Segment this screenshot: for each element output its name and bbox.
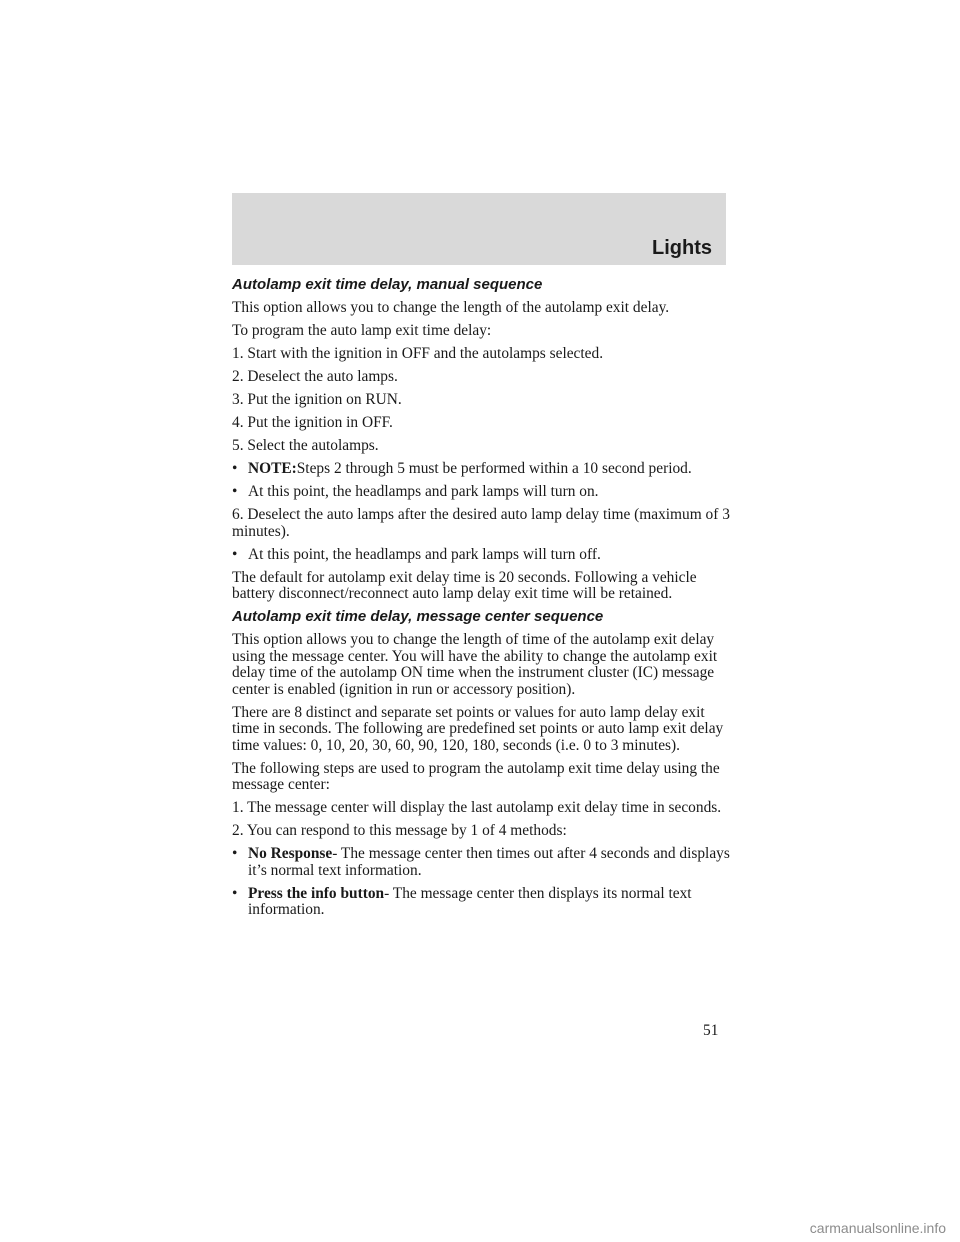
bullet-lamps-off-text: At this point, the headlamps and park lamps will turn off.	[248, 545, 601, 563]
mc-step-2: 2. You can respond to this message by 1 of 4 methods:	[232, 822, 567, 839]
no-response-text: - The message center then times out after 4 seconds and displays it’s normal text information.	[248, 845, 730, 879]
info-button-text: - The message center then displays its normal text information.	[248, 884, 692, 918]
paragraph-steps-intro: The following steps are used to program the autolamp exit time delay using the message center:	[232, 759, 720, 793]
paragraph-default: The default for autolamp exit delay time is 20 seconds. Following a vehicle battery disconnect/reconnect auto lamp delay exit time will be retained.	[232, 568, 697, 602]
section-title: Lights	[652, 237, 712, 259]
watermark: carmanualsonline.info	[809, 1220, 946, 1236]
step-2: 2. Deselect the auto lamps.	[232, 368, 398, 385]
no-response-label: No Response	[248, 845, 333, 862]
bullet-dot: •	[232, 845, 238, 862]
page-content	[232, 277, 732, 925]
bullet-lamps-on	[232, 484, 732, 501]
note-text: Steps 2 through 5 must be performed within a 10 second period.	[296, 460, 692, 477]
bullet-lamps-on-text: At this point, the headlamps and park lamps will turn on.	[248, 483, 599, 500]
heading-message-center-sequence: Autolamp exit time delay, message center sequence	[232, 608, 604, 625]
bullet-dot: •	[232, 483, 238, 500]
bullet-no-response	[232, 846, 732, 879]
step-3: 3. Put the ignition on RUN.	[232, 391, 402, 408]
step-1: 1. Start with the ignition in OFF and the autolamps selected.	[232, 345, 604, 362]
bullet-note	[232, 461, 732, 478]
bullet-info-button	[232, 886, 732, 919]
info-button-label: Press the info button	[248, 884, 385, 902]
paragraph-intro: This option allows you to change the length of the autolamp exit delay.	[232, 299, 670, 316]
bullet-lamps-off	[232, 547, 732, 564]
mc-step-1: 1. The message center will display the last autolamp exit delay time in seconds.	[232, 799, 722, 816]
step-6: 6. Deselect the auto lamps after the desired auto lamp delay time (maximum of 3 minutes).	[232, 506, 730, 540]
step-5: 5. Select the autolamps.	[232, 437, 379, 454]
bullet-dot: •	[232, 884, 238, 902]
page-number: 51	[703, 1022, 719, 1039]
heading-manual-sequence: Autolamp exit time delay, manual sequence	[232, 276, 543, 293]
header-band	[232, 193, 726, 265]
step-4: 4. Put the ignition in OFF.	[232, 414, 393, 431]
note-label: NOTE:	[248, 460, 297, 477]
paragraph-program: To program the auto lamp exit time delay:	[232, 322, 492, 339]
paragraph-setpoints: There are 8 distinct and separate set points or values for auto lamp delay exit time in seconds. The following are predefined set points or auto lamp exit delay time values: 0, 10, 20, 30, 60, 90, 120, 180, seconds (i.e. 0 to 3 minutes).	[232, 703, 724, 754]
bullet-dot: •	[232, 460, 238, 477]
bullet-dot: •	[232, 545, 238, 563]
paragraph-mc-intro: This option allows you to change the length of time of the autolamp exit delay using the message center. You will have the ability to change the autolamp exit delay time of the autolamp ON time when the instrument cluster (IC) message center is enabled (ignition in run or accessory position).	[232, 631, 718, 698]
